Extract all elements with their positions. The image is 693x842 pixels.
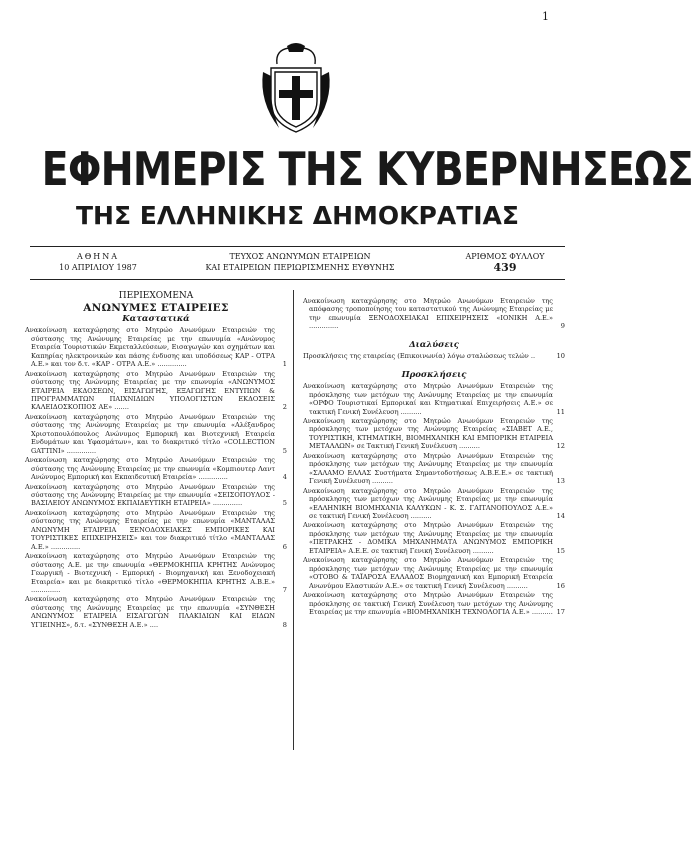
contents-left-column <box>25 290 287 630</box>
header-bottom-rule <box>30 279 565 280</box>
entry-page-number: 12 <box>556 442 565 451</box>
entry-page-number: 7 <box>282 585 287 594</box>
contents-entry <box>25 509 287 551</box>
masthead-subtitle: ΤΗΣ ΕΛΛΗΝΙΚΗΣ ΔΗΜΟΚΡΑΤΙΑΣ <box>76 201 519 230</box>
issue-sheet <box>460 251 550 273</box>
contents-entry <box>303 521 565 555</box>
entry-text: Ανακοίνωση καταχώρησης στο Μητρώο Ανωνύμων Εταιρειών της σύστασης της Ανώνυμης Εταιρείας με την επωνυμία «ΣΥΝΘΕΣΗ ΑΝΩΝΥΜΟΣ ΕΤΑΙΡΕΙΑ ΕΙΣΑΓΩΓΩΝ ΠΛΑΚΙΔΙΩΝ ΚΑΙ ΕΙΔΩΝ ΥΓΙΕΙΝΗΣ», δ.τ. «ΣΥΝΘΕΣΗ Α.Ε.» .... <box>25 595 275 629</box>
contents-entry <box>25 552 287 594</box>
entry-page-number: 10 <box>556 352 565 361</box>
issue-city: ΑΘΗΝΑ <box>76 252 120 261</box>
subsection-statutes: Καταστατικά <box>122 313 190 324</box>
entry-text: Ανακοίνωση καταχώρησης στο Μητρώο Ανωνύμων Εταιρειών της σύστασης της Ανώνυμης Εταιρείας με την επωνυμία «Κομπιουτερ Λαντ Ανώνυμος Εμπορική και Εκπαιδευτική Εταιρεία» .............. <box>25 456 275 482</box>
entry-text: Ανακοίνωση καταχώρησης στο Μητρώο Ανωνύμων Εταιρειών της πρόσκλησης των μετόχων της Ανώνυμης Εταιρείας με την επωνυμία «ΟΡΦΟ Τουριστικαί Εμπορικαί και Κτηματικαί Επιχειρήσεις Α.Ε.» σε τακτική Γενική Συνέλευση .......... <box>303 382 553 416</box>
header-top-rule <box>30 246 565 247</box>
contents-entry <box>25 456 287 481</box>
masthead-title: ΕΦΗΜΕΡΙΣ ΤΗΣ ΚΥΒΕΡΝΗΣΕΩΣ <box>41 142 693 196</box>
entry-text: Ανακοίνωση καταχώρησης στο Μητρώο Ανωνύμων Εταιρειών της απόφασης τροποποίησης του καταστατικού της Ανώνυμης Εταιρείας με την επωνυμία ΞΕΝΟΔΟΧΕΙΑΚΑΙ ΕΠΙΧΕΙΡΗΣΕΙΣ «ΙΟΝΙΚΗ Α.Ε.» .............. <box>303 297 553 331</box>
entry-text: Ανακοίνωση καταχώρησης στο Μητρώο Ανωνύμων Εταιρειών της σύστασης Α.Ε. με την επωνυμία «ΘΕΡΜΟΚΗΠΙΑ ΚΡΗΤΗΣ Ανώνυμος Γεωργική - Βιοτεχνική - Εμπορική - Βιομηχανική και Ξενοδοχειακή Εταιρεία» και με διακριτικό τίτλο «ΘΕΡΜΟΚΗΠΙΑ ΚΡΗΤΗΣ Α.Β.Ε.» .............. <box>25 552 275 594</box>
page-number: 1 <box>542 10 549 23</box>
entry-text: Ανακοίνωση καταχώρησης στο Μητρώο Ανωνύμων Εταιρειών της πρόσκλησης των μετόχων της Ανώνυμης Εταιρείας με την επωνυμία «ΟΤΟΒΟ & ΤΑΪΑΡΟΣΑ ΕΛΛΑΔΟΣ Βιομηχανική και Εμπορική Εταιρεία Ανωνύμου Ελαστικών Α.Ε.» σε τακτική Γενική Συνέλευση .......... <box>303 556 553 590</box>
contents-entry <box>25 413 287 455</box>
entry-text: Ανακοίνωση καταχώρησης στο Μητρώο Ανωνύμων Εταιρειών της σύστασης της Ανώνυμης Εταιρείας με την επωνυμία «Ανώνυμος Εταιρεία Τουριστικών Εκμεταλλεύσεων, Εισαγωγών και σχημάτων και Καπηρίας ηλεκτρονικών και πάσης ένδυσης και υποδόσεως ΚΑΡ - ΟΤΡΑ Α.Ε.» και τον δ.τ. «ΚΑΡ - ΟΤΡΑ Α.Ε.» .............. <box>25 326 275 369</box>
series-line-1: ΤΕΥΧΟΣ ΑΝΩΝΥΜΩΝ ΕΤΑΙΡΕΙΩΝ <box>229 252 371 261</box>
contents-entry <box>25 483 287 508</box>
contents-entry <box>25 595 287 629</box>
contents-entry <box>25 326 287 368</box>
entry-page-number: 16 <box>556 581 565 590</box>
entry-text: Ανακοίνωση καταχώρησης στο Μητρώο Ανωνύμων Εταιρειών της πρόσκλησης των μετόχων της Ανώνυμης Εταιρείας με την επωνυμία «ΕΛΛΗΝΙΚΗ ΒΙΟΜΗΧΑΝΙΑ ΚΑΛΥΚΩΝ - Κ. Σ. ΓΑΙΤΑΝΟΠΟΥΛΟΣ Α.Ε.» σε τακτική Γενική Συνέλευση .......... <box>303 486 553 520</box>
subsection-invitations: Προσκλήσεις <box>401 369 467 380</box>
entry-page-number: 17 <box>556 607 565 616</box>
entry-text: Προσκλήσεις της εταιρείας (Επικοινωνία) λόγω σταλώσεως τελών .. <box>303 352 536 361</box>
entry-page-number: 13 <box>556 477 565 486</box>
entry-page-number: 15 <box>556 546 565 555</box>
entry-page-number: 4 <box>282 473 287 482</box>
entry-text: Ανακοίνωση καταχώρησης στο Μητρώο Ανωνύμων Εταιρειών της σύστασης της Ανώνυμης Εταιρείας με την επωνυμία «ΣΕΙΣΟΠΟΥΛΟΣ - ΒΑΣΙΛΕΙΟΥ ΑΝΩΝΥΜΟΣ ΕΚΠΑΙΔΕΥΤΙΚΗ ΕΤΑΙΡΕΙΑ» .............. <box>25 482 275 508</box>
entry-page-number: 1 <box>282 360 287 369</box>
contents-entry <box>303 382 565 416</box>
entry-page-number: 5 <box>282 499 287 508</box>
contents-entry <box>303 352 565 360</box>
entry-page-number: 6 <box>282 542 287 551</box>
contents-heading: ΠΕΡΙΕΧΟΜΕΝΑ <box>118 291 194 301</box>
sheet-number: 439 <box>493 261 517 274</box>
series-line-2: ΚΑΙ ΕΤΑΙΡΕΙΩΝ ΠΕΡΙΩΡΙΣΜΕΝΗΣ ΕΥΘΥΝΗΣ <box>205 263 395 272</box>
entry-text: Ανακοίνωση καταχώρησης στο Μητρώο Ανωνύμων Εταιρειών της πρόσκλησης των μετόχων της Ανώνυμης Εταιρείας «ΣΙΑΒΕΤ Α.Ε., ΤΟΥΡΙΣΤΙΚΗ, ΚΤΗΜΑΤΙΚΗ, ΒΙΟΜΗΧΑΝΙΚΗ ΚΑΙ ΕΜΠΟΡΙΚΗ ΕΤΑΙΡΕΙΑ ΜΕΤΑΛΛΩΝ» σε Τακτική Γενική Συνέλευση .......... <box>303 416 553 451</box>
sheet-label: ΑΡΙΘΜΟΣ ΦΥΛΛΟΥ <box>465 252 545 261</box>
entry-page-number: 2 <box>282 403 287 412</box>
statute-entries <box>25 326 287 629</box>
issue-date: 10 ΑΠΡΙΛΙΟΥ 1987 <box>59 263 137 272</box>
entry-text: Ανακοίνωση καταχώρησης στο Μητρώο Ανωνύμων Εταιρειών της σύστασης της Ανώνυμης Εταιρείας με την επωνυμία «Αλέξανδρος Χριστοπουλόπουλος Ανώνυμος Εμπορική και Βιοτεχνική Εταιρεία Ενδυμάτων και Υφασμάτων», και το διακριτικό τίτλο «COLLECTION GATTINI» .............. <box>25 412 275 455</box>
entry-page-number: 11 <box>556 407 565 416</box>
subsection-dissolutions: Διαλύσεις <box>409 339 459 350</box>
contents-entry <box>303 487 565 521</box>
contents-entry <box>25 370 287 412</box>
entry-page-number: 8 <box>282 620 287 629</box>
section-title: ΑΝΩΝΥΜΕΣ ΕΤΑΙΡΕΙΕΣ <box>83 302 229 315</box>
entry-text: Ανακοίνωση καταχώρησης στο Μητρώο Ανωνύμων Εταιρειών της πρόσκλησης των μετόχων της Ανώνυμης Εταιρείας με την επωνυμία «ΣΑΛΑΜΟ ΕΛΛΑΣ Συστήματα Σημαντοδοτήσεως Α.Β.Ε.Ε.» σε τακτική Γενική Συνέλευση .......... <box>303 451 553 486</box>
issue-place-date <box>58 251 138 273</box>
column-divider <box>293 290 294 750</box>
entry-text: Ανακοίνωση καταχώρησης στο Μητρώο Ανωνύμων Εταιρειών της σύστασης της Ανώνυμης Εταιρείας με την επωνυμία «ΑΝΩΝΥΜΟΣ ΕΤΑΙΡΕΙΑ ΕΚΔΟΣΕΩΝ, ΕΙΣΑΓΩΓΗΣ, ΕΞΑΓΩΓΗΣ ΕΝΤΥΠΩΝ & ΠΡΟΓΡΑΜΜΑΤΩΝ ΠΑΙΧΝΙΔΙΩΝ ΥΠΟΛΟΓΙΣΤΩΝ ΕΚΔΟΣΕΙΣ ΚΑΛΕΙΔΟΣΚΟΠΙΟΣ ΑΕ» ....... <box>25 369 275 412</box>
greek-coat-of-arms-icon <box>257 42 335 138</box>
invitation-entries <box>303 382 565 616</box>
issue-series <box>150 251 450 273</box>
contents-entry <box>303 452 565 486</box>
contents-right-column <box>303 297 565 617</box>
entry-text: Ανακοίνωση καταχώρησης στο Μητρώο Ανωνύμων Εταιρειών της σύστασης της Ανώνυμης Εταιρείας με την επωνυμία «ΜΑΝΤΑΛΑΣ ΑΝΩΝΥΜΗ ΕΤΑΙΡΕΙΑ ΞΕΝΟΔΟΧΕΙΑΚΕΣ ΕΜΠΟΡΙΚΕΣ ΚΑΙ ΤΟΥΡΙΣΤΙΚΕΣ ΕΠΙΧΕΙΡΗΣΕΙΣ» και τον διακριτικό τίτλο «ΜΑΝΤΑΛΑΣ Α.Ε.» .............. <box>25 508 275 551</box>
contents-entry <box>303 297 565 331</box>
contents-entry <box>303 556 565 590</box>
contents-entry <box>303 417 565 451</box>
entry-text: Ανακοίνωση καταχώρησης στο Μητρώο Ανωνύμων Εταιρειών της πρόσκλησης των μετόχων της Ανώνυμης Εταιρείας με την επωνυμία «ΠΕΤΡΑΚΗΣ - ΔΟΜΙΚΑ ΜΗΧΑΝΗΜΑΤΑ ΑΝΩΝΥΜΟΣ ΕΜΠΟΡΙΚΗ ΕΤΑΙΡΕΙΑ» Α.Ε.Ε. σε τακτική Γενική Συνέλευση .......... <box>303 521 553 555</box>
entry-page-number: 9 <box>560 322 565 331</box>
entry-page-number: 14 <box>556 511 565 520</box>
entry-page-number: 5 <box>282 446 287 455</box>
dissolution-entries <box>303 352 565 360</box>
amendment-entries <box>303 297 565 331</box>
contents-entry <box>303 591 565 616</box>
entry-text: Ανακοίνωση καταχώρησης στο Μητρώο Ανωνύμων Εταιρειών της πρόσκλησης σε τακτική Γενική Συνέλευση των μετόχων της Ανώνυμης Εταιρείας με την επωνυμία «ΒΙΟΜΗΧΑΝΙΚΗ ΤΕΧΝΟΛΟΓΙΑ Α.Ε.» .......... <box>303 591 553 616</box>
